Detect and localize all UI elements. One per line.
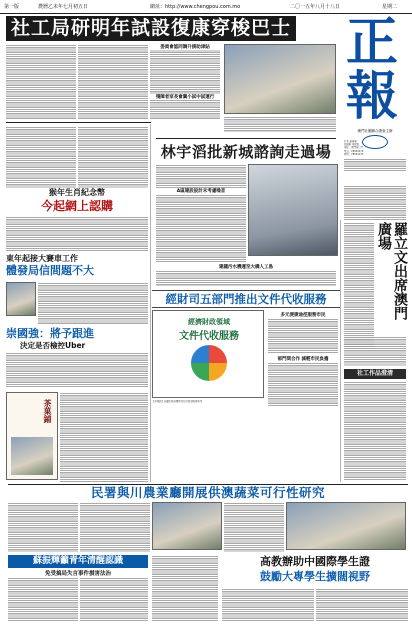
page-header [0, 0, 412, 14]
article-headline: 決定是否檢控Uber [20, 341, 86, 350]
photo-caption: 【本報訊】為優化營商環境及提升政府服務效率 [152, 400, 203, 403]
article-body [224, 502, 284, 552]
article-headline: 鼓勵大專學生擴闊視野 [260, 570, 370, 583]
info-line: 電話：28563278 [344, 149, 364, 153]
article-body [80, 502, 150, 552]
info-line: 總編輯 梁偉民 [344, 143, 360, 147]
article-subhead: 免受搞局失言事件損害法治 [44, 571, 111, 577]
article-headline: 高教辦助中國際學生證 [260, 555, 370, 568]
article-body [6, 352, 148, 388]
info-line: 社長 黃錦榮 [344, 140, 357, 143]
article-body [156, 194, 246, 262]
info-line: 傳真：28581235 [344, 152, 364, 156]
article-body [268, 362, 338, 406]
lunar-date: 農曆乙未年七月初五日 [38, 4, 89, 10]
article-body [344, 336, 406, 366]
article-body [6, 216, 148, 252]
group-photo [286, 502, 406, 550]
article-subhead: A區建設設計未考慮噪音 [176, 189, 226, 194]
article-body [224, 116, 336, 132]
article-body [344, 222, 374, 347]
article-headline: 猴年生肖紀念幣 [49, 188, 105, 197]
service-logo-line-1: 經濟財政領域 [188, 318, 230, 326]
article-headline: 林宇滔批新城諮詢走過場 [160, 143, 332, 161]
portrait-photo [6, 282, 36, 316]
article-headline: 民署與川農業廳開展供澳蔬菜可行性研究 [8, 484, 408, 501]
banner-headline: 社工局研明年試設復康穿梭巴士 [6, 16, 296, 41]
signing-photo [152, 502, 222, 550]
article-subhead: 多元便捷途徑服務市民 [280, 313, 326, 318]
service-logo-icon [191, 345, 227, 381]
article-body [344, 381, 406, 481]
info-line: 地址：澳門新口岸 [344, 146, 364, 150]
article-body [8, 577, 78, 621]
article-headline: 蘇振輝籲青年清醒認識 [8, 555, 148, 568]
side-box-title: 社工作品澄清 [344, 369, 406, 379]
ad-photo [11, 437, 53, 475]
article-body [156, 270, 336, 286]
article-headline: 體發局信間題不大 [6, 264, 94, 277]
article-body [6, 44, 76, 119]
service-logo-line-2: 文件代收服務 [179, 331, 239, 342]
service-logo-panel [152, 310, 264, 398]
masthead-body [344, 185, 406, 220]
article-body [78, 44, 148, 119]
article-body [268, 318, 338, 354]
article-subhead: 委員會認同調升援助津貼 [150, 44, 220, 50]
article-body [8, 502, 78, 552]
gregorian-date: 二〇一五年八月十八日 [290, 4, 341, 10]
article-subhead: 建議污水機運至大橋人工島 [219, 265, 273, 270]
speaker-photo [248, 164, 338, 256]
article-subhead: 殘障者家長會冀小試中試運行 [150, 94, 220, 100]
article-headline: 今起網上認購 [40, 199, 113, 213]
side-headline: 羅立文出席澳門廣場 [376, 222, 408, 320]
masthead-info [344, 140, 406, 182]
masthead-title-1: 正 [346, 13, 399, 73]
article-body [222, 588, 314, 621]
article-body [6, 126, 76, 188]
website-url: 網址：http://www.chengpou.com.mo [150, 4, 241, 10]
article-headline: 東年起接大賽車工作 [6, 254, 78, 263]
article-body [156, 164, 246, 188]
article-body [150, 44, 220, 119]
page-number: 第一版 [4, 4, 20, 10]
meeting-photo [224, 44, 336, 114]
article-subhead: 部門間合作 減輕市民負擔 [277, 357, 329, 362]
article-body [78, 126, 148, 188]
article-body [60, 392, 148, 482]
article-body [316, 588, 408, 621]
masthead-tagline: 澳門社團聯合總會主辦 [357, 129, 393, 133]
weekday: 星期二 [382, 4, 398, 10]
article-headline: 經財司五部門推出文件代收服務 [152, 290, 340, 308]
article-headline: 崇國強：將予跟進 [6, 327, 94, 340]
article-body [152, 555, 218, 621]
article-body [80, 577, 148, 621]
masthead-title-2: 報 [346, 67, 399, 127]
article-body [38, 282, 148, 324]
ad-block [6, 392, 58, 480]
ad-title: 茶菓鋪 [43, 399, 52, 423]
